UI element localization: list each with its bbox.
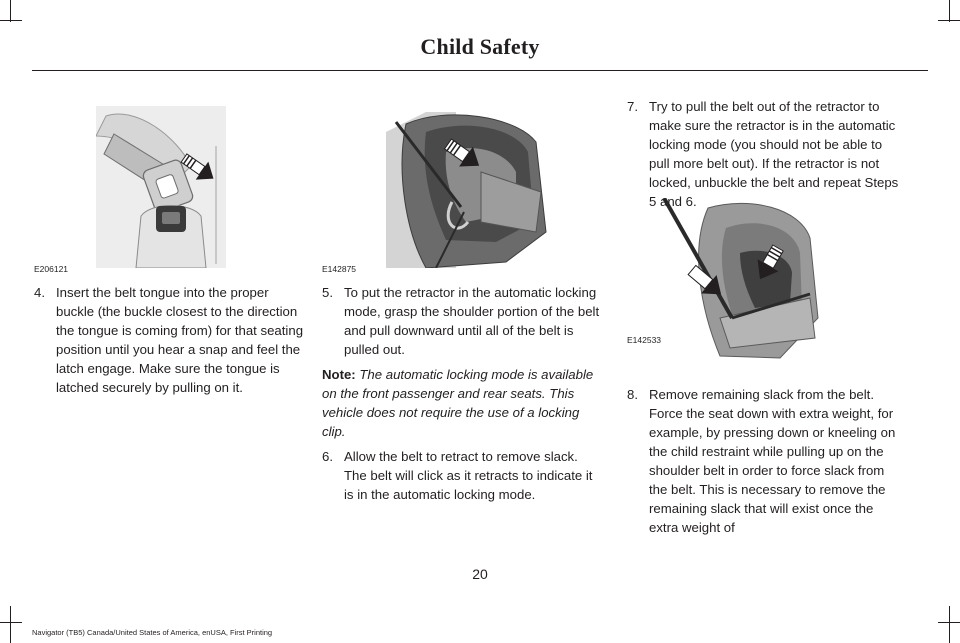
step-number: 8. [627,387,638,402]
note-label: Note: [322,367,356,382]
page-number: 20 [472,566,488,582]
figure-code: E142875 [322,264,357,274]
step-text: Allow the belt to retract to remove slack. The belt will click as it retracts to indicate it is in the automatic locking mode. [344,449,593,502]
step-number: 6. [322,449,333,464]
figure-code: E142533 [627,335,662,345]
crop-mark [949,0,950,22]
crop-mark [949,606,950,643]
step-number: 7. [627,99,638,114]
child-seat-retractor-illustration [386,112,562,268]
child-seat-slack-illustration [660,198,830,364]
step-number: 5. [322,285,333,300]
seat-belt-buckle-illustration [96,106,226,268]
crop-mark [938,20,960,21]
step-text: Try to pull the belt out of the retractor to make sure the retractor is in the automatic locking mode (you should not be able to pull more belt out). If the retractor is not locked, unbuckle the belt and repeat Steps 5 and 6. [649,99,899,209]
crop-mark [10,606,11,643]
step-number: 4. [34,285,45,300]
note [322,365,602,441]
page-title: Child Safety [420,34,540,59]
footer-text: Navigator (TB5) Canada/United States of America, enUSA, First Printing [32,628,273,637]
step-text: To put the retractor in the automatic locking mode, grasp the shoulder portion of the belt and pull downward until all of the belt is pulled out. [344,285,600,357]
step-text: Insert the belt tongue into the proper buckle (the buckle closest to the direction the tongue is coming from) for that seating position until you hear a snap and feel the latch engage. Make sure the tongue is latched securely by pulling on it. [56,285,304,395]
header-rule [32,70,928,71]
crop-mark [0,20,22,21]
note-text: The automatic locking mode is available on the front passenger and rear seats. This vehicle does not require the use of a locking clip. [322,367,594,439]
crop-mark [0,622,22,623]
step-text: Remove remaining slack from the belt. Force the seat down with extra weight, for example, by pressing down or kneeling on the child restraint while pulling up on the shoulder belt in order to force slack from the belt. This is necessary to remove the remaining slack that will exist once the extra weight of [649,387,896,535]
crop-mark [938,622,960,623]
crop-mark [10,0,11,22]
figure-code: E206121 [34,264,69,274]
